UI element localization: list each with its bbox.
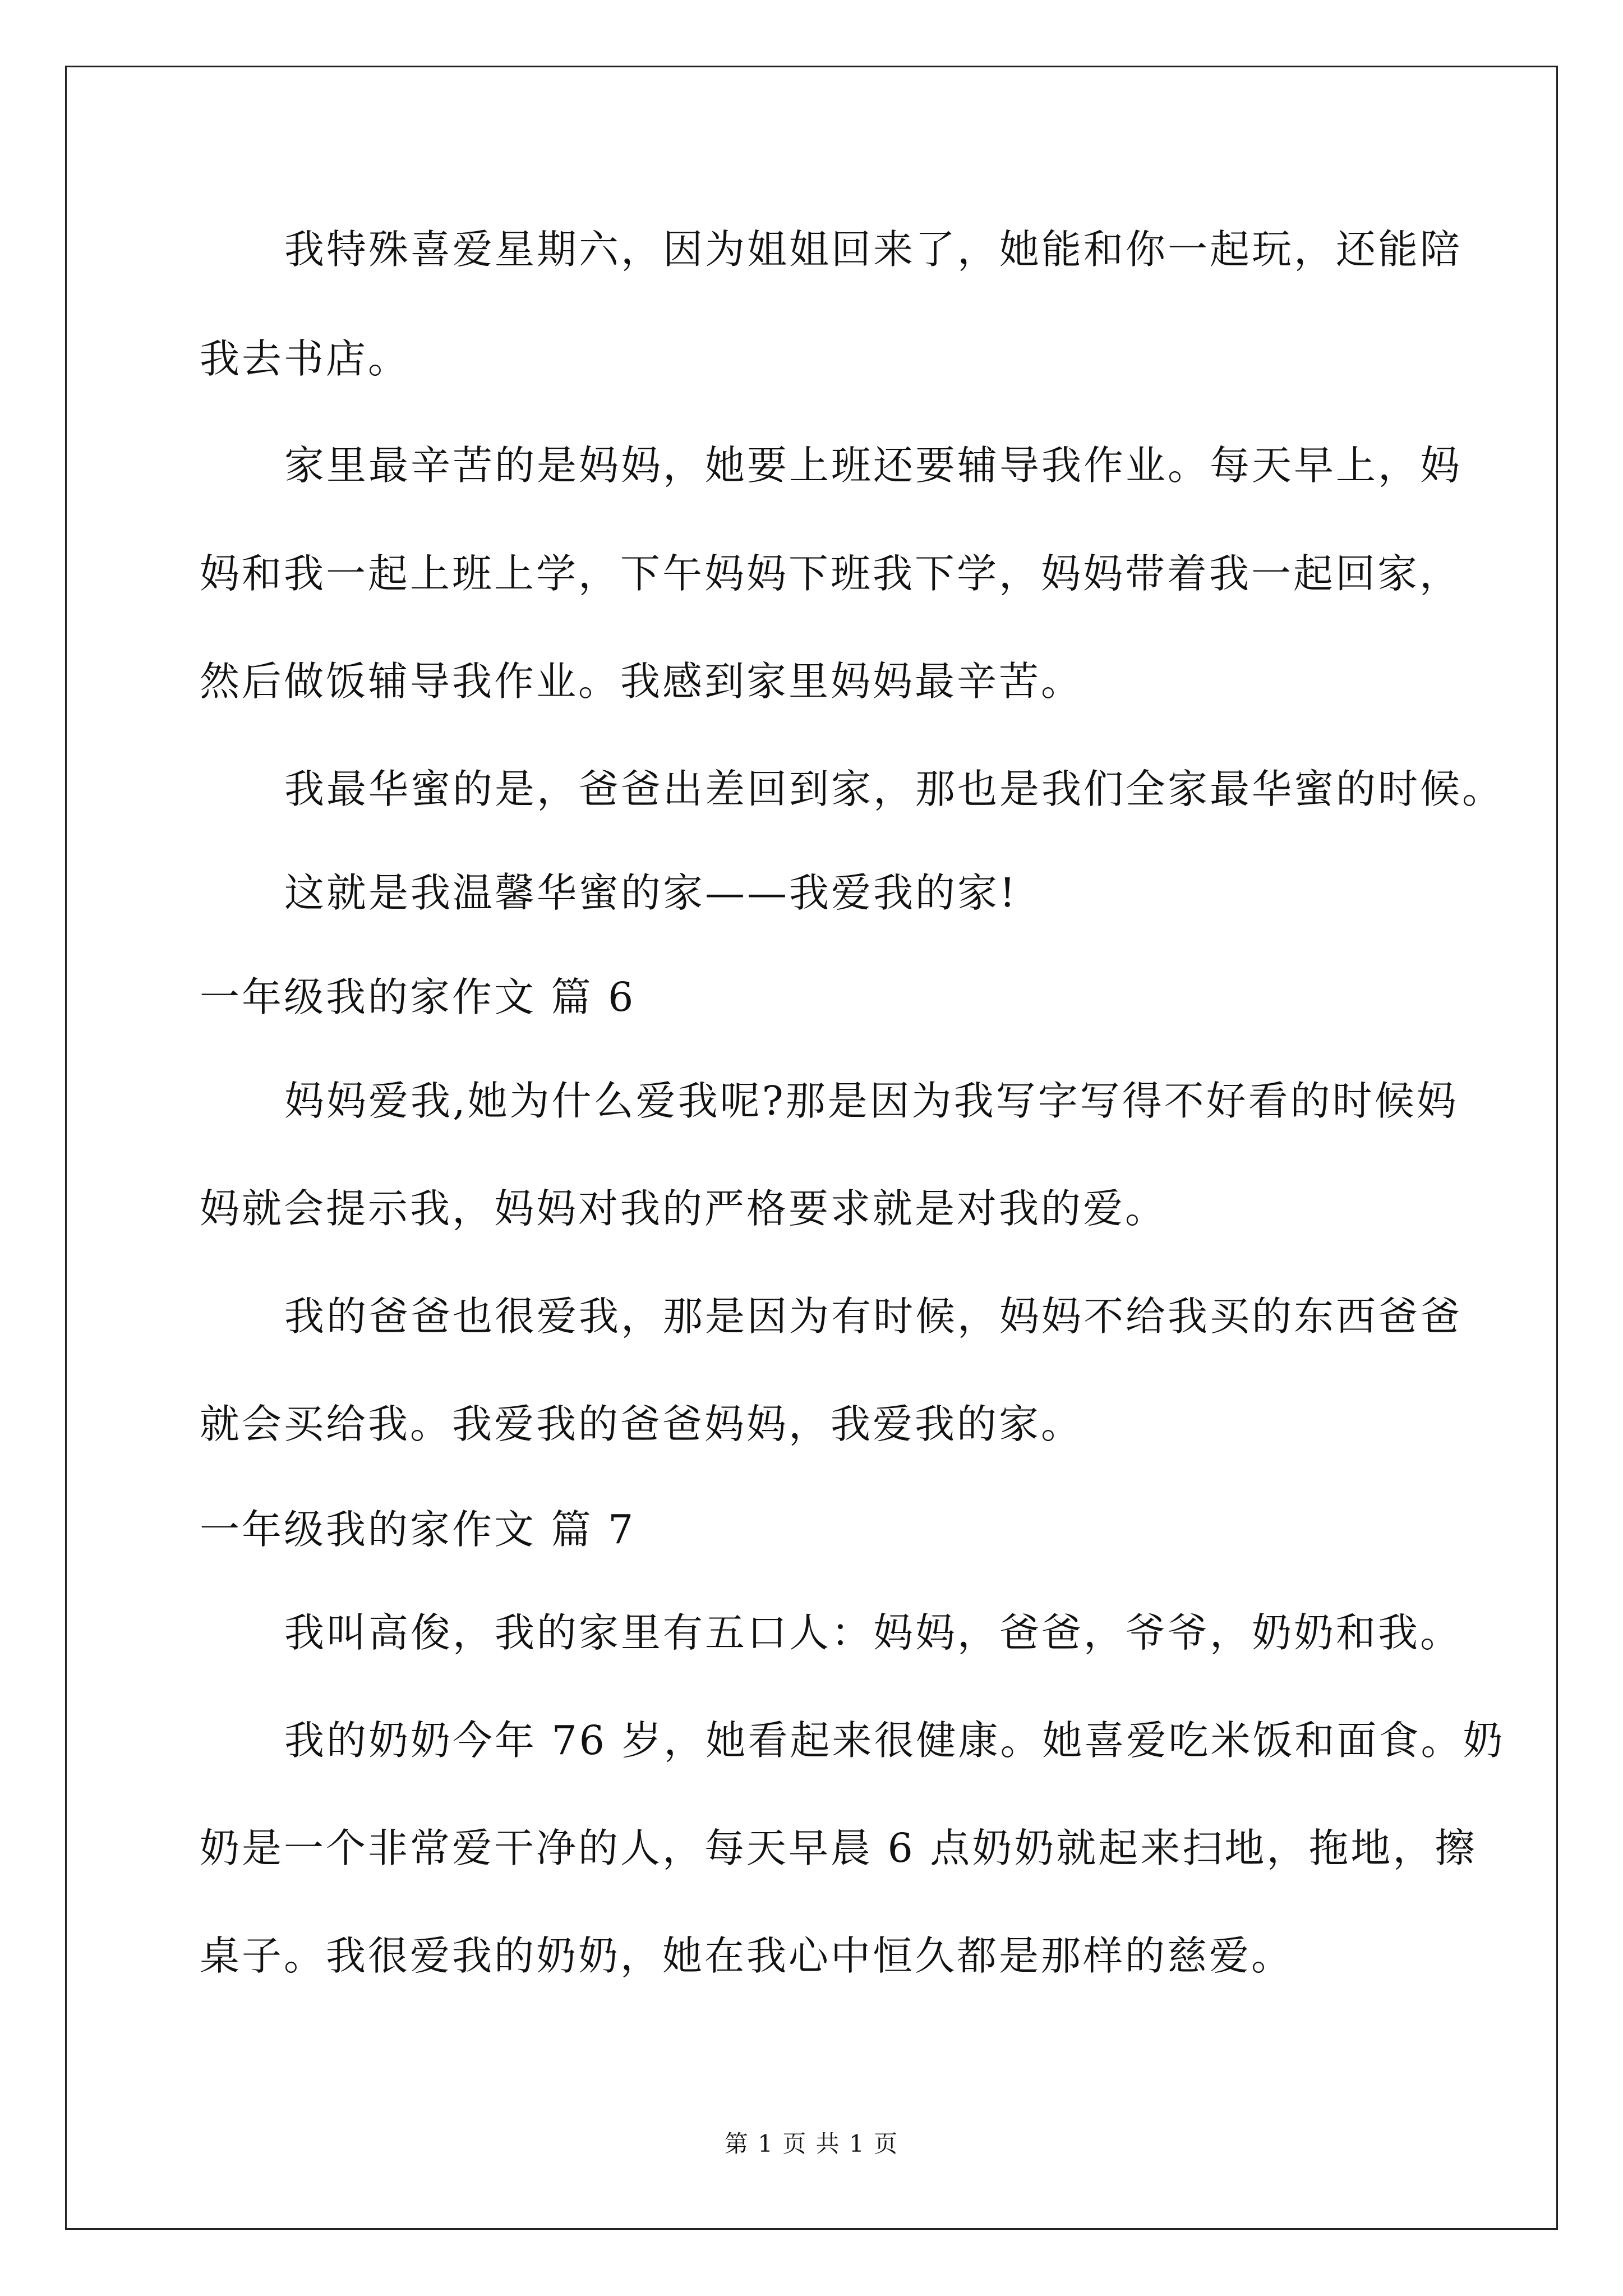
paragraph-line: 妈就会提示我，妈妈对我的严格要求就是对我的爱。	[200, 1185, 1168, 1232]
paragraph-line: 这就是我温馨华蜜的家——我爱我的家!	[284, 869, 1018, 916]
paragraph-line: 我的爸爸也很爱我，那是因为有时候，妈妈不给我买的东西爸爸	[284, 1293, 1463, 1340]
paragraph-line: 桌子。我很爱我的奶奶，她在我心中恒久都是那样的慈爱。	[200, 1932, 1294, 1979]
paragraph-line: 家里最辛苦的是妈妈，她要上班还要辅导我作业。每天早上，妈	[284, 442, 1463, 489]
paragraph-line: 妈妈爱我,她为什么爱我呢?那是因为我写字写得不好看的时候妈	[284, 1078, 1459, 1124]
paragraph-line: 就会买给我。我爱我的爸爸妈妈，我爱我的家。	[200, 1401, 1083, 1447]
paragraph-line: 我特殊喜爱星期六，因为姐姐回来了，她能和你一起玩，还能陪	[284, 226, 1463, 273]
paragraph-line: 我最华蜜的是，爸爸出差回到家，那也是我们全家最华蜜的时候。	[284, 766, 1505, 812]
page-number-footer: 第 1 页 共 1 页	[724, 2130, 899, 2157]
section-heading: 一年级我的家作文 篇 6	[200, 974, 636, 1020]
page-border	[65, 66, 1558, 2230]
paragraph-line: 我去书店。	[200, 335, 411, 382]
paragraph-line: 妈和我一起上班上学，下午妈妈下班我下学，妈妈带着我一起回家，	[200, 550, 1462, 597]
paragraph-line: 奶是一个非常爱干净的人，每天早晨 6 点奶奶就起来扫地，拖地，擦	[200, 1825, 1477, 1871]
paragraph-line: 我的奶奶今年 76 岁，她看起来很健康。她喜爱吃米饭和面食。奶	[284, 1717, 1505, 1764]
section-heading: 一年级我的家作文 篇 7	[200, 1506, 636, 1553]
paragraph-line: 我叫高俊，我的家里有五口人：妈妈，爸爸，爷爷，奶奶和我。	[284, 1609, 1463, 1656]
paragraph-line: 然后做饭辅导我作业。我感到家里妈妈最辛苦。	[200, 658, 1083, 705]
